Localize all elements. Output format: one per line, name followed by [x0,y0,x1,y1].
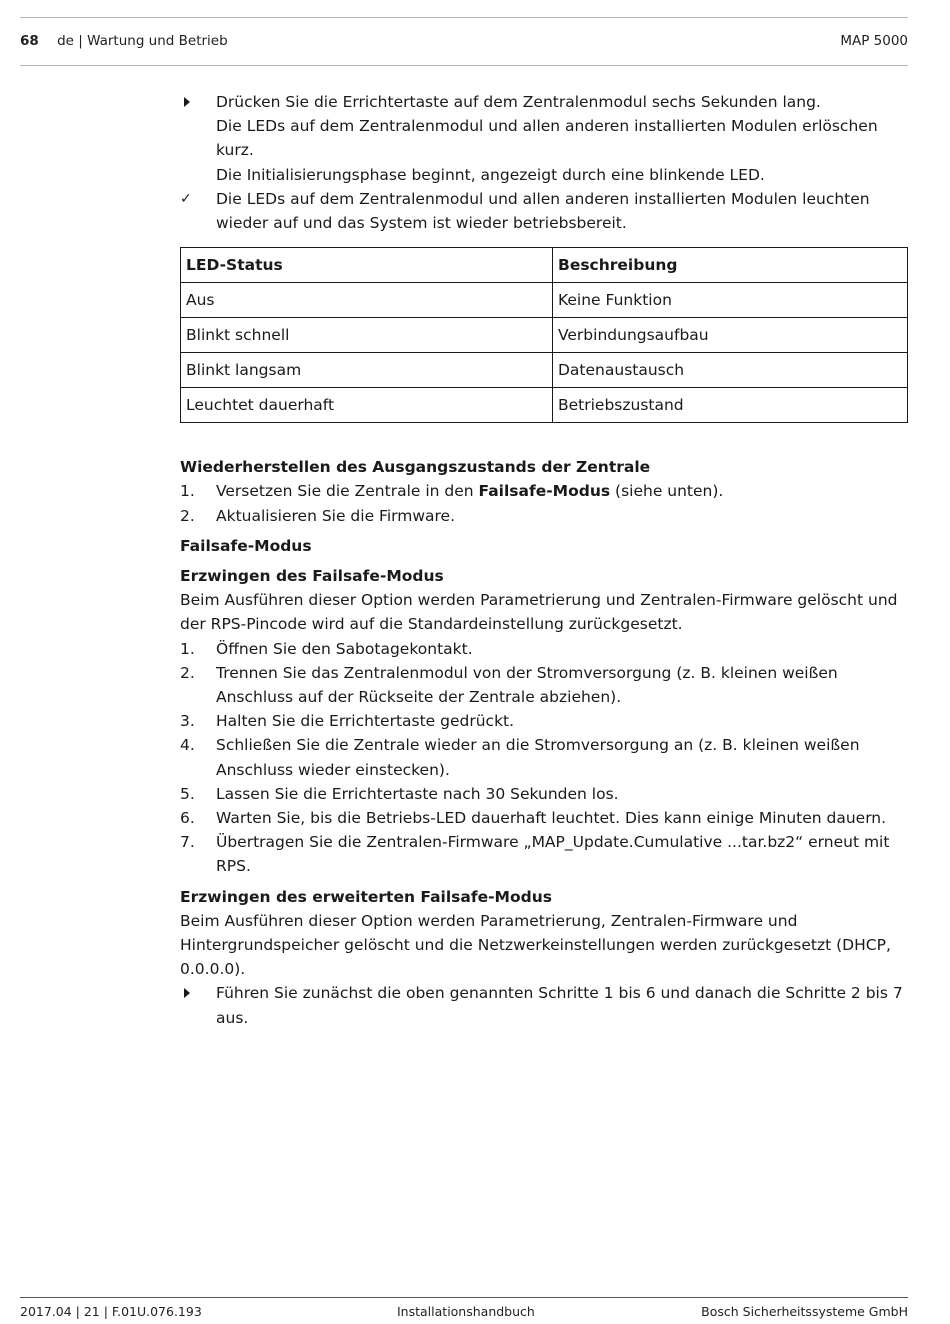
table-row [181,353,908,388]
checkmark-icon: ✓ [180,190,192,207]
failsafe-title: Failsafe-Modus [180,536,312,555]
arrow-bullet-icon [184,988,190,998]
extended-failsafe-text: Beim Ausführen dieser Option werden Parametrierung, Zentralen-Firmware und Hintergrundspeicher gelöscht und die Netzwerkeinstellungen werden zurückgesetzt (DHCP, 0.0.0.0). [180,911,891,979]
extended-failsafe-step: Führen Sie zunächst die oben genannten Schritte 1 bis 6 und danach die Schritte 2 bis 7 aus. [180,981,908,1029]
page-number: 68 [20,33,39,49]
list-item: 2. Aktualisieren Sie die Firmware. [180,506,456,525]
header-bottom-rule [20,65,908,66]
force-failsafe-text: Beim Ausführen dieser Option werden Parametrierung und Zentralen-Firmware gelöscht und der RPS-Pincode wird auf die Standardeinstellung zurückgesetzt. [180,591,898,634]
list-item: 2. Trennen Sie das Zentralenmodul von der Stromversorgung (z. B. kleinen weißen Anschluss auf der Rückseite der Zentrale abziehen). [180,663,838,707]
table-cell: Aus [181,283,553,318]
table-cell: Blinkt schnell [181,318,553,353]
extended-failsafe-heading: Erzwingen des erweiterten Failsafe-Modus [180,887,552,906]
table-cell: Datenaustausch [553,353,908,388]
footer-rule [20,1297,908,1298]
list-item: 3. Halten Sie die Errichtertaste gedrückt. [180,712,515,731]
intro-outcome: ✓ Die LEDs auf dem Zentralenmodul und allen anderen installierten Modulen leuchten wieder auf und das System ist wieder betriebsbereit. [180,187,908,235]
table-header-cell: LED-Status [181,248,553,283]
table-cell: Keine Funktion [553,283,908,318]
list-item: 5. Lassen Sie die Errichtertaste nach 30 Sekunden los. [180,784,619,803]
table-cell: Verbindungsaufbau [553,318,908,353]
intro-result-1: Die LEDs auf dem Zentralenmodul und allen anderen installierten Modulen erlöschen kurz. [216,117,878,160]
table-cell: Blinkt langsam [181,353,553,388]
table-header-row [181,248,908,283]
table-row [181,283,908,318]
intro-instruction: Drücken Sie die Errichtertaste auf dem Zentralenmodul sechs Sekunden lang. [180,90,908,114]
table-cell: Betriebszustand [553,388,908,423]
footer-doc-id: 2017.04 | 21 | F.01U.076.193 [20,1304,202,1319]
list-item: 6. Warten Sie, bis die Betriebs-LED dauerhaft leuchtet. Dies kann einige Minuten dauern. [180,809,887,828]
list-item: 4. Schließen Sie die Zentrale wieder an die Stromversorgung an (z. B. kleinen weißen Anschluss wieder einstecken). [180,736,860,779]
led-status-table [180,247,908,423]
list-item: 7. Übertragen Sie die Zentralen-Firmware „MAP_Update.Cumulative ...tar.bz2“ erneut mit RPS. [180,833,890,876]
section-title: de | Wartung und Betrieb [57,33,228,49]
restore-heading: Wiederherstellen des Ausgangszustands der Zentrale [180,458,651,477]
footer-company: Bosch Sicherheitssysteme GmbH [701,1304,908,1319]
intro-result-2: Die Initialisierungsphase beginnt, angezeigt durch eine blinkende LED. [216,165,765,184]
table-row [181,318,908,353]
table-row [181,388,908,423]
table-cell: Leuchtet dauerhaft [181,388,553,423]
page-header [20,33,908,49]
list-item: 1. Versetzen Sie die Zentrale in den Failsafe-Modus (siehe unten). [180,482,724,501]
arrow-bullet-icon [184,97,190,107]
page-content [180,90,908,1030]
table-header-cell: Beschreibung [553,248,908,283]
list-item: 1. Öffnen Sie den Sabotagekontakt. [180,639,473,658]
product-name: MAP 5000 [840,33,908,49]
force-failsafe-heading: Erzwingen des Failsafe-Modus [180,567,444,586]
footer-doc-type: Installationshandbuch [397,1304,535,1319]
header-top-rule [20,17,908,18]
